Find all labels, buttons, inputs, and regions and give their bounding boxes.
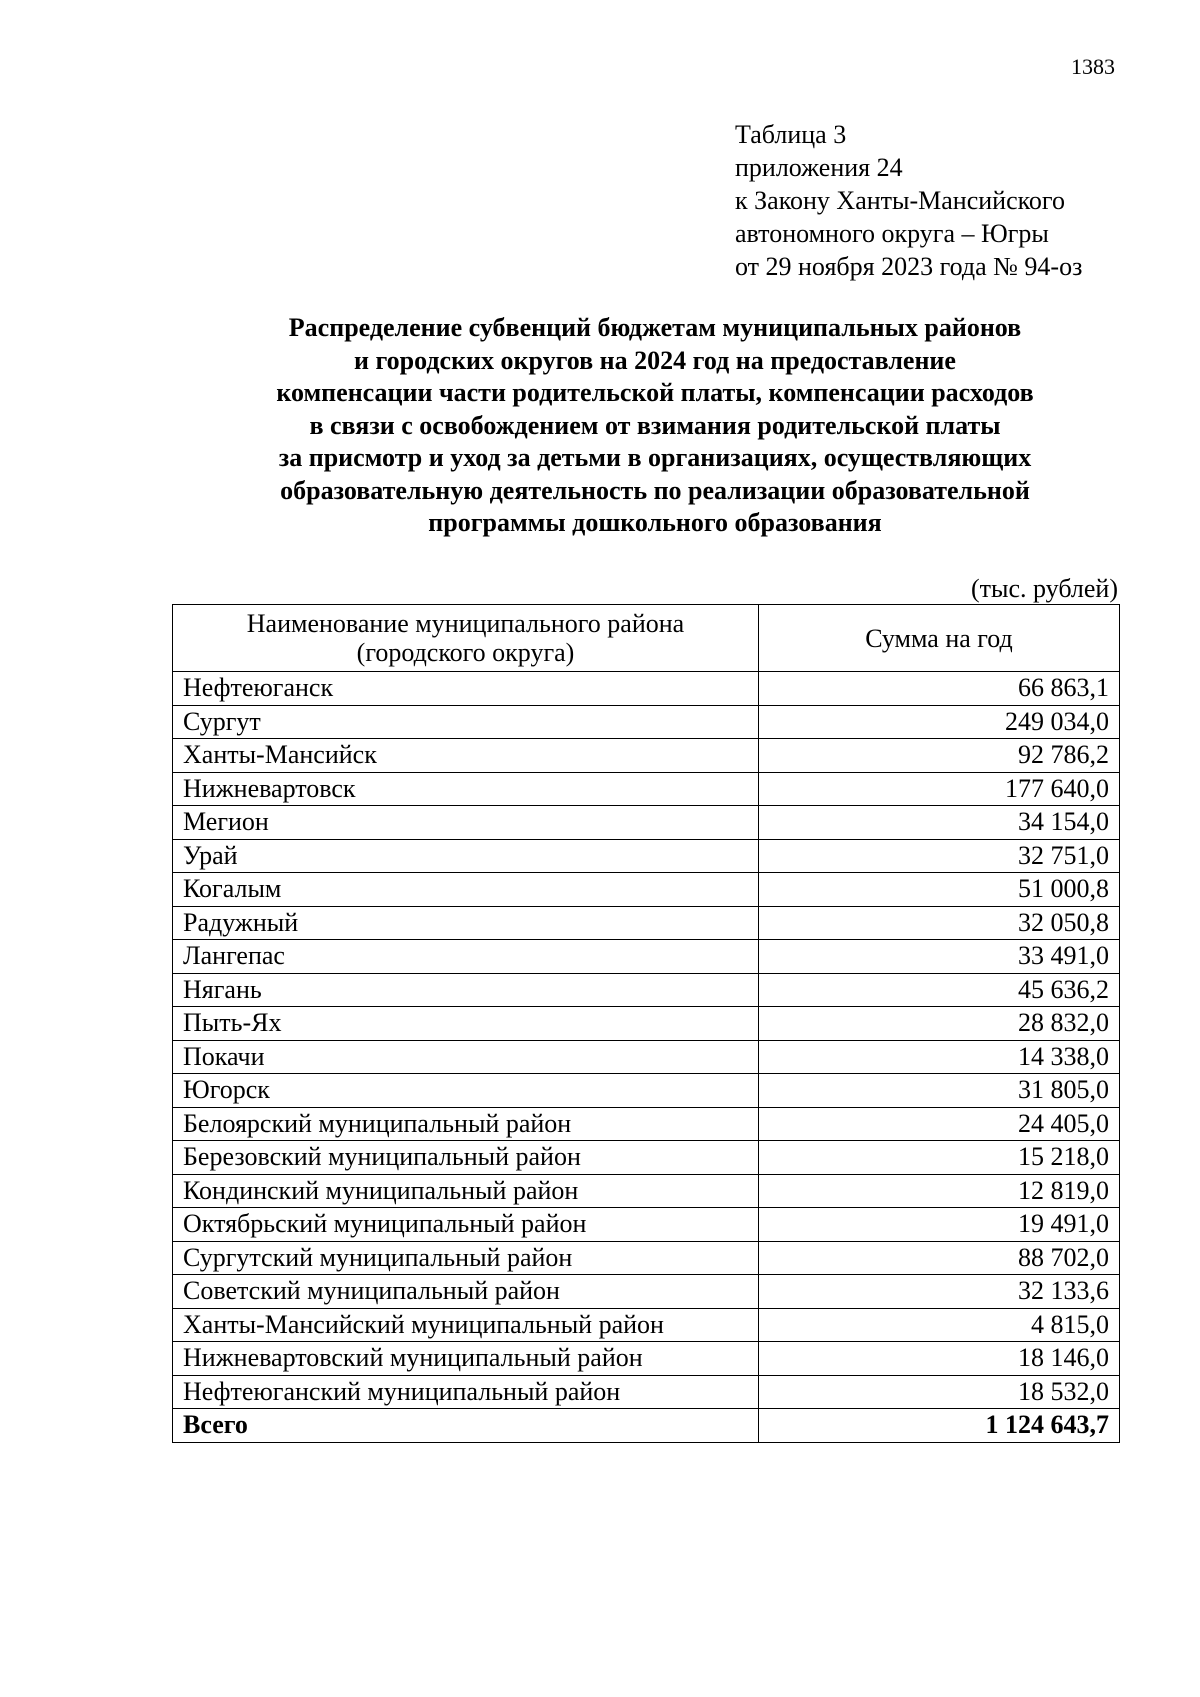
row-amount: 14 338,0 xyxy=(759,1040,1120,1074)
row-amount: 18 532,0 xyxy=(759,1375,1120,1409)
row-name: Нижневартовский муниципальный район xyxy=(173,1342,759,1376)
annex-reference xyxy=(735,118,1082,283)
row-name: Березовский муниципальный район xyxy=(173,1141,759,1175)
table-row xyxy=(173,1342,1120,1376)
row-amount: 33 491,0 xyxy=(759,940,1120,974)
table-row xyxy=(173,672,1120,706)
row-amount: 51 000,8 xyxy=(759,873,1120,907)
row-name: Мегион xyxy=(173,806,759,840)
row-name: Советский муниципальный район xyxy=(173,1275,759,1309)
table-row xyxy=(173,705,1120,739)
row-name: Радужный xyxy=(173,906,759,940)
table-row xyxy=(173,973,1120,1007)
row-name: Нижневартовск xyxy=(173,772,759,806)
row-amount: 66 863,1 xyxy=(759,672,1120,706)
row-name: Сургут xyxy=(173,705,759,739)
table-row xyxy=(173,1208,1120,1242)
title-line: Распределение субвенций бюджетам муниципальных районов xyxy=(288,313,1022,342)
annex-line: приложения 24 xyxy=(735,153,903,182)
row-amount: 32 751,0 xyxy=(759,839,1120,873)
row-amount: 15 218,0 xyxy=(759,1141,1120,1175)
row-amount: 177 640,0 xyxy=(759,772,1120,806)
row-amount: 32 133,6 xyxy=(759,1275,1120,1309)
row-name: Ханты-Мансийск xyxy=(173,739,759,773)
table-row xyxy=(173,1174,1120,1208)
table-row xyxy=(173,1007,1120,1041)
title-line: в связи с освобождением от взимания родительской платы xyxy=(309,410,1001,440)
title-line: компенсации части родительской платы, компенсации расходов xyxy=(276,378,1034,407)
row-amount: 12 819,0 xyxy=(759,1174,1120,1208)
row-name: Нягань xyxy=(173,973,759,1007)
table-row xyxy=(173,940,1120,974)
header-name xyxy=(173,605,759,672)
table-row xyxy=(173,1141,1120,1175)
annex-line: от 29 ноября 2023 года № 94-оз xyxy=(735,252,1083,281)
row-amount: 92 786,2 xyxy=(759,739,1120,773)
header-name-line: (городского округа) xyxy=(356,638,575,667)
row-name: Лангепас xyxy=(173,940,759,974)
table-row xyxy=(173,1308,1120,1342)
total-amount: 1 124 643,7 xyxy=(759,1409,1120,1443)
subvention-table xyxy=(172,604,1120,1443)
table-row xyxy=(173,873,1120,907)
table-row xyxy=(173,806,1120,840)
row-name: Ханты-Мансийский муниципальный район xyxy=(173,1308,759,1342)
title-line: образовательную деятельность по реализации образовательной xyxy=(280,475,1030,505)
page-number: 1383 xyxy=(1071,54,1115,79)
row-name: Нефтеюганск xyxy=(173,672,759,706)
row-amount: 18 146,0 xyxy=(759,1342,1120,1376)
row-name: Октябрьский муниципальный район xyxy=(173,1208,759,1242)
row-amount: 19 491,0 xyxy=(759,1208,1120,1242)
row-amount: 34 154,0 xyxy=(759,806,1120,840)
row-name: Когалым xyxy=(173,873,759,907)
table-row xyxy=(173,772,1120,806)
annex-line: автономного округа – Югры xyxy=(735,219,1049,248)
table-row xyxy=(173,1241,1120,1275)
table-row xyxy=(173,1375,1120,1409)
title-line: за присмотр и уход за детьми в организациях, осуществляющих xyxy=(278,443,1032,472)
table-row xyxy=(173,839,1120,873)
row-amount: 4 815,0 xyxy=(759,1308,1120,1342)
row-name: Урай xyxy=(173,839,759,873)
document-title xyxy=(140,312,1170,540)
title-line: и городских округов на 2024 год на предоставление xyxy=(354,345,956,375)
total-label: Всего xyxy=(173,1409,759,1443)
row-name: Покачи xyxy=(173,1040,759,1074)
row-amount: 45 636,2 xyxy=(759,973,1120,1007)
header-amount: Сумма на год xyxy=(759,605,1120,672)
row-name: Белоярский муниципальный район xyxy=(173,1107,759,1141)
header-name-line: Наименование муниципального района xyxy=(246,609,685,638)
table-row xyxy=(173,1074,1120,1108)
total-row xyxy=(173,1409,1120,1443)
row-name: Пыть-Ях xyxy=(173,1007,759,1041)
row-name: Нефтеюганский муниципальный район xyxy=(173,1375,759,1409)
units-note: (тыс. рублей) xyxy=(970,574,1118,603)
row-amount: 24 405,0 xyxy=(759,1107,1120,1141)
row-name: Югорск xyxy=(173,1074,759,1108)
row-amount: 249 034,0 xyxy=(759,705,1120,739)
title-line: программы дошкольного образования xyxy=(428,508,882,537)
table-row xyxy=(173,1107,1120,1141)
row-name: Кондинский муниципальный район xyxy=(173,1174,759,1208)
table-row xyxy=(173,1040,1120,1074)
table-header-row xyxy=(173,605,1120,672)
row-amount: 28 832,0 xyxy=(759,1007,1120,1041)
row-amount: 32 050,8 xyxy=(759,906,1120,940)
annex-line: к Закону Ханты-Мансийского xyxy=(735,186,1065,215)
annex-line: Таблица 3 xyxy=(735,120,847,149)
row-name: Сургутский муниципальный район xyxy=(173,1241,759,1275)
table-row xyxy=(173,1275,1120,1309)
row-amount: 31 805,0 xyxy=(759,1074,1120,1108)
row-amount: 88 702,0 xyxy=(759,1241,1120,1275)
table-row xyxy=(173,739,1120,773)
table-row xyxy=(173,906,1120,940)
